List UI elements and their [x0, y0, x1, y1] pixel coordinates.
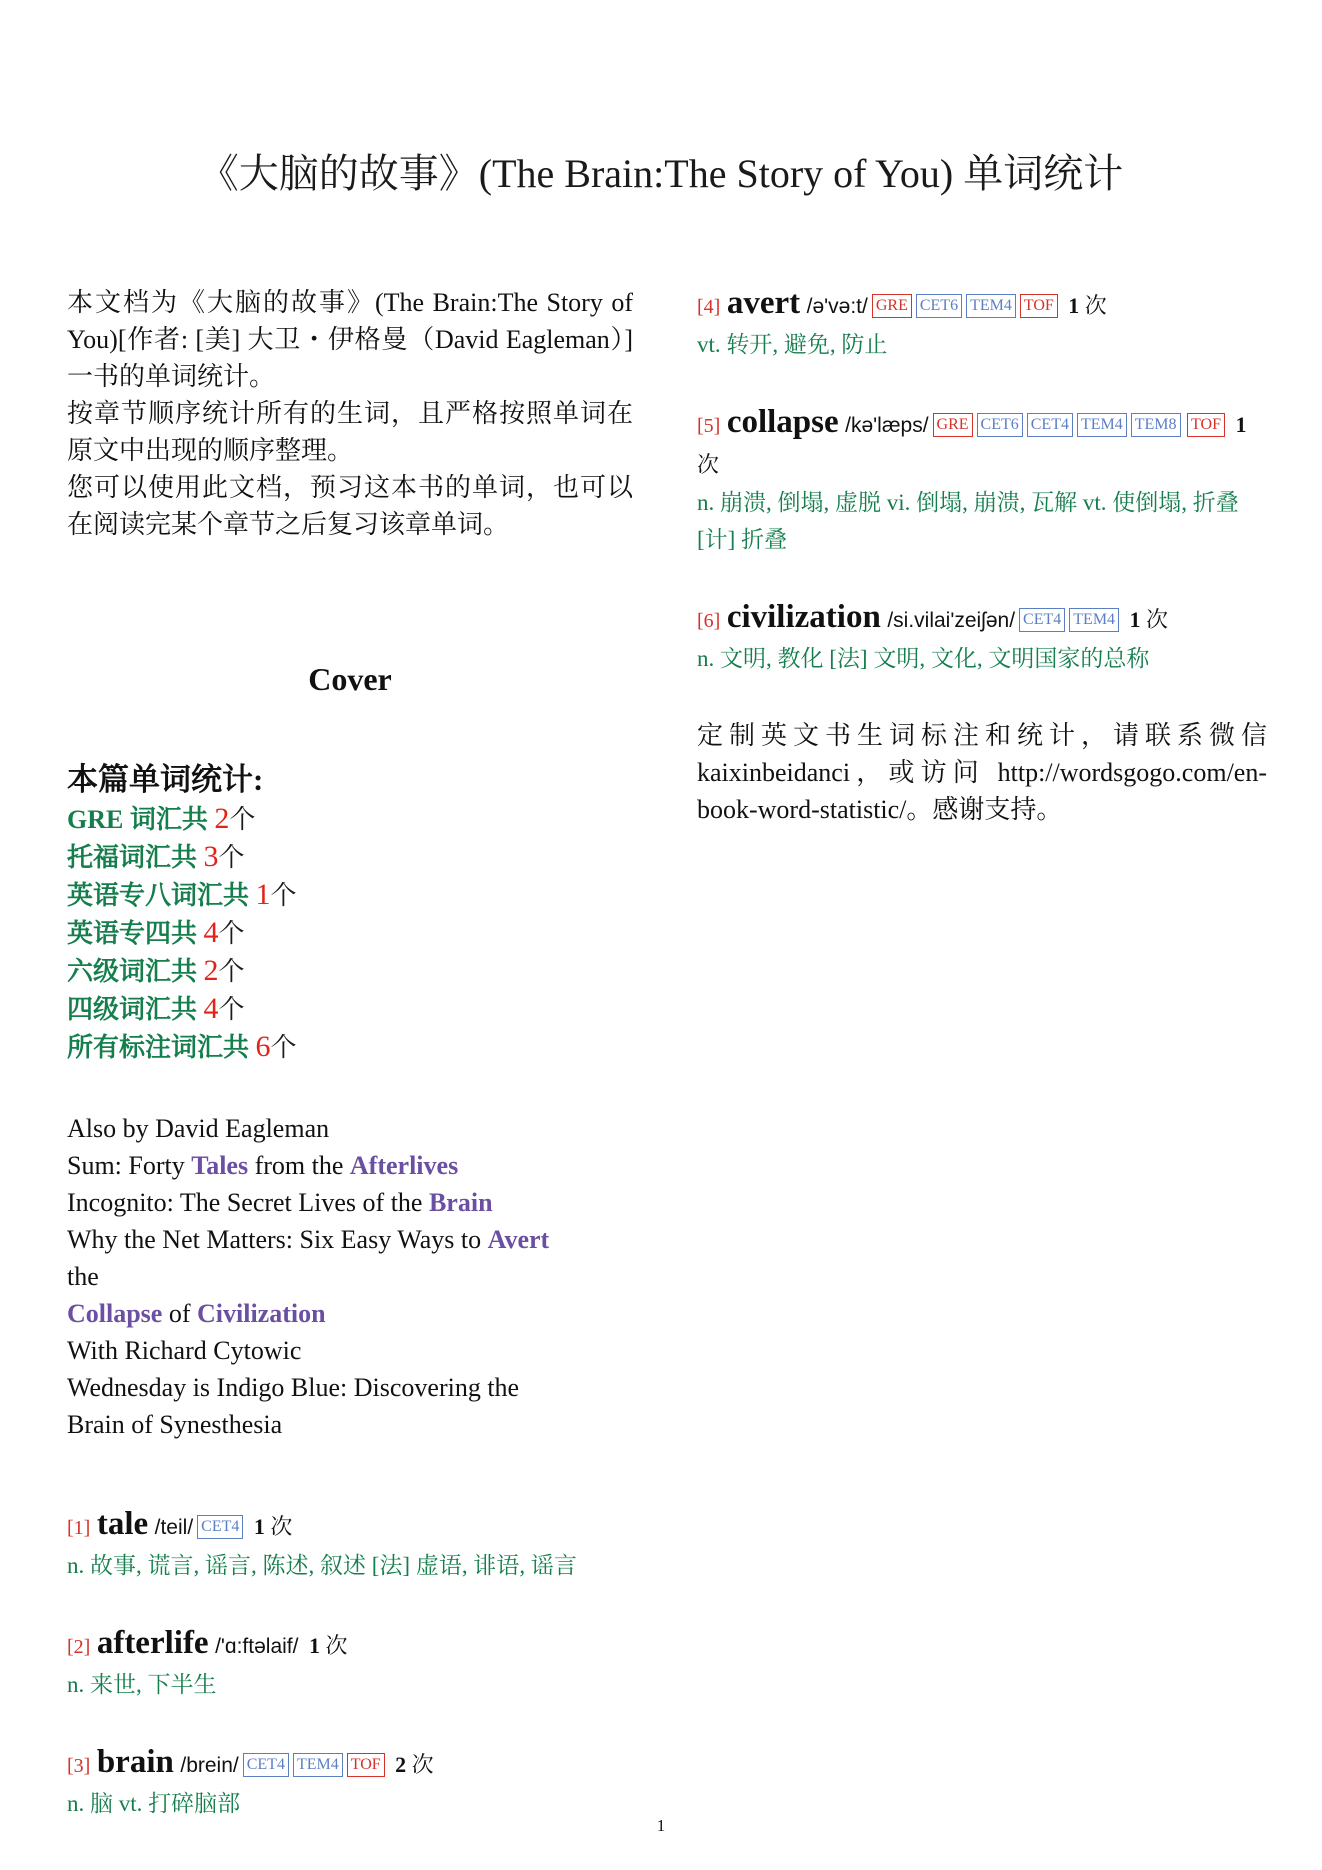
entry-word: civilization	[726, 599, 881, 635]
entry-head	[67, 1505, 633, 1547]
text-line	[67, 1147, 633, 1184]
entry-times: 次	[1140, 607, 1169, 632]
entry-phonetic: /si.vilai'zeiʃən/	[887, 609, 1016, 632]
entry-count: 1	[1235, 412, 1247, 437]
entry-phonetic: /'ɑ:ftəlaif/	[215, 1635, 299, 1658]
stat-item	[67, 990, 633, 1028]
stat-item	[67, 914, 633, 952]
text-span: Why the Net Matters: Six Easy Ways to	[67, 1225, 488, 1254]
stat-count: 2	[203, 954, 219, 987]
tag-badge: TOF	[1020, 294, 1058, 318]
entry-definition: n. 崩溃, 倒塌, 虚脱 vi. 倒塌, 崩溃, 瓦解 vt. 使倒塌, 折叠 [计] 折叠	[697, 490, 1239, 552]
text-span: from the	[248, 1151, 350, 1180]
stat-count: 6	[255, 1030, 271, 1063]
stat-label: GRE 词汇共	[67, 805, 215, 834]
intro-line-1: 本文档为《大脑的故事》(The Brain:The Story of You)[作者: [美] 大卫・伊格曼（David Eagleman）] 一书的单词统计。	[67, 288, 633, 391]
stat-count: 4	[203, 992, 219, 1025]
stat-count: 4	[203, 916, 219, 949]
entry-index: [1]	[67, 1517, 91, 1539]
entry-definition: vt. 转开, 避免, 防止	[697, 332, 888, 357]
highlight-word: Brain	[428, 1188, 493, 1217]
page-title: 《大脑的故事》(The Brain:The Story of You) 单词统计	[198, 151, 1124, 196]
stat-label: 所有标注词汇共	[67, 1033, 256, 1062]
text-line	[67, 1295, 633, 1332]
stat-label: 英语专八词汇共	[67, 881, 256, 910]
text-line: the	[67, 1262, 99, 1291]
tag-badge: CET4	[243, 1753, 289, 1777]
entry-count: 1	[1129, 607, 1141, 632]
left-column	[67, 284, 633, 1862]
entry-times: 次	[697, 452, 720, 477]
tag-badge: CET4	[1019, 608, 1065, 632]
highlight-word: Avert	[487, 1225, 550, 1254]
intro	[67, 284, 633, 543]
text-line: With Richard Cytowic	[67, 1336, 302, 1365]
entry-index: [3]	[67, 1755, 91, 1777]
tag-badge: TOF	[347, 1753, 385, 1777]
entry-times: 次	[406, 1752, 434, 1777]
entry-count: 2	[395, 1752, 407, 1777]
source-text	[67, 1110, 633, 1443]
entry-head	[697, 598, 1267, 640]
entry-word: afterlife	[96, 1625, 209, 1661]
stat-item	[67, 1028, 633, 1066]
word-entries-left	[67, 1505, 633, 1822]
stat-label: 英语专四共	[67, 919, 204, 948]
text-line: Brain of Synesthesia	[67, 1410, 283, 1439]
text-span: Incognito: The Secret Lives of the	[67, 1188, 429, 1217]
tag-badge: GRE	[933, 413, 973, 437]
entry-times: 次	[264, 1514, 293, 1539]
right-column	[697, 284, 1267, 828]
stat-item	[67, 800, 633, 838]
tag-badge: CET4	[1027, 413, 1073, 437]
word-entry	[67, 1624, 633, 1703]
tag-badge: TEM4	[293, 1753, 343, 1777]
stat-item	[67, 952, 633, 990]
entry-word: collapse	[726, 404, 839, 440]
entry-count: 1	[1068, 293, 1080, 318]
entry-definition: n. 脑 vt. 打碎脑部	[67, 1791, 241, 1816]
intro-line-2: 按章节顺序统计所有的生词，且严格按照单词在原文中出现的顺序整理。	[67, 399, 633, 465]
entry-index: [5]	[697, 415, 721, 437]
stat-unit: 个	[218, 843, 245, 872]
stat-unit: 个	[270, 1033, 297, 1062]
text-line	[67, 1184, 633, 1221]
text-line: Wednesday is Indigo Blue: Discovering the	[67, 1373, 520, 1402]
highlight-word: Collapse	[67, 1299, 163, 1328]
highlight-word: Afterlives	[349, 1151, 459, 1180]
entry-definition: n. 故事, 谎言, 谣言, 陈述, 叙述 [法] 虚语, 诽语, 谣言	[67, 1553, 577, 1578]
text-span: Sum: Forty	[67, 1151, 192, 1180]
promo-note: 定制英文书生词标注和统计，请联系微信 kaixinbeidanci，或访问 http://wordsgogo.com/en-book-word-statistic/。感谢支持。	[697, 721, 1267, 824]
highlight-word: Civilization	[197, 1299, 326, 1328]
entry-index: [2]	[67, 1636, 91, 1658]
stat-item	[67, 838, 633, 876]
tag-badge: CET6	[916, 294, 962, 318]
word-entry	[697, 598, 1267, 677]
section-heading: Cover	[308, 661, 392, 697]
entry-head	[67, 1743, 633, 1785]
text-line	[67, 1221, 633, 1258]
stat-item	[67, 876, 633, 914]
stat-count: 3	[203, 840, 219, 873]
stats-list	[67, 800, 633, 1066]
entry-phonetic: /ə'və:t/	[806, 295, 868, 318]
entry-word: tale	[96, 1506, 149, 1542]
tag-badge: GRE	[872, 294, 912, 318]
entry-word: avert	[726, 285, 801, 321]
stats-title: 本篇单词统计:	[67, 762, 264, 797]
word-entry	[697, 403, 1267, 558]
intro-line-3: 您可以使用此文档，预习这本书的单词，也可以在阅读完某个章节之后复习该章单词。	[67, 473, 633, 539]
entry-word: brain	[96, 1744, 174, 1780]
tag-badge: CET6	[977, 413, 1023, 437]
entry-head	[67, 1624, 633, 1666]
stat-unit: 个	[229, 805, 256, 834]
entry-phonetic: /teil/	[154, 1516, 194, 1539]
stat-unit: 个	[270, 881, 297, 910]
entry-head	[697, 284, 1267, 326]
entry-definition: n. 来世, 下半生	[67, 1672, 217, 1697]
stat-unit: 个	[218, 919, 245, 948]
stat-count: 1	[255, 878, 271, 911]
stat-unit: 个	[218, 957, 245, 986]
stat-count: 2	[214, 802, 230, 835]
stat-label: 四级词汇共	[67, 995, 204, 1024]
entry-index: [4]	[697, 296, 721, 318]
stat-label: 六级词汇共	[67, 957, 204, 986]
entry-count: 1	[308, 1633, 320, 1658]
entry-definition: n. 文明, 教化 [法] 文明, 文化, 文明国家的总称	[697, 646, 1150, 671]
tag-badge: TEM8	[1131, 413, 1181, 437]
entry-times: 次	[1079, 293, 1107, 318]
word-entry	[67, 1505, 633, 1584]
tag-badge: TEM4	[1069, 608, 1119, 632]
entry-phonetic: /kə'læps/	[845, 414, 929, 437]
entry-count: 1	[253, 1514, 265, 1539]
page-number: 1	[656, 1816, 666, 1835]
text-span: of	[162, 1299, 198, 1328]
tag-badge: CET4	[197, 1515, 243, 1539]
word-entry	[697, 284, 1267, 363]
tag-badge: TOF	[1187, 413, 1225, 437]
stat-label: 托福词汇共	[67, 843, 204, 872]
entry-phonetic: /brein/	[180, 1754, 239, 1777]
entry-times: 次	[319, 1633, 348, 1658]
entry-index: [6]	[697, 610, 721, 632]
tag-badge: TEM4	[966, 294, 1016, 318]
tag-badge: TEM4	[1077, 413, 1127, 437]
entry-head	[697, 403, 1267, 484]
highlight-word: Tales	[191, 1151, 249, 1180]
stat-unit: 个	[218, 995, 245, 1024]
word-entry	[67, 1743, 633, 1822]
text-line: Also by David Eagleman	[67, 1114, 330, 1143]
